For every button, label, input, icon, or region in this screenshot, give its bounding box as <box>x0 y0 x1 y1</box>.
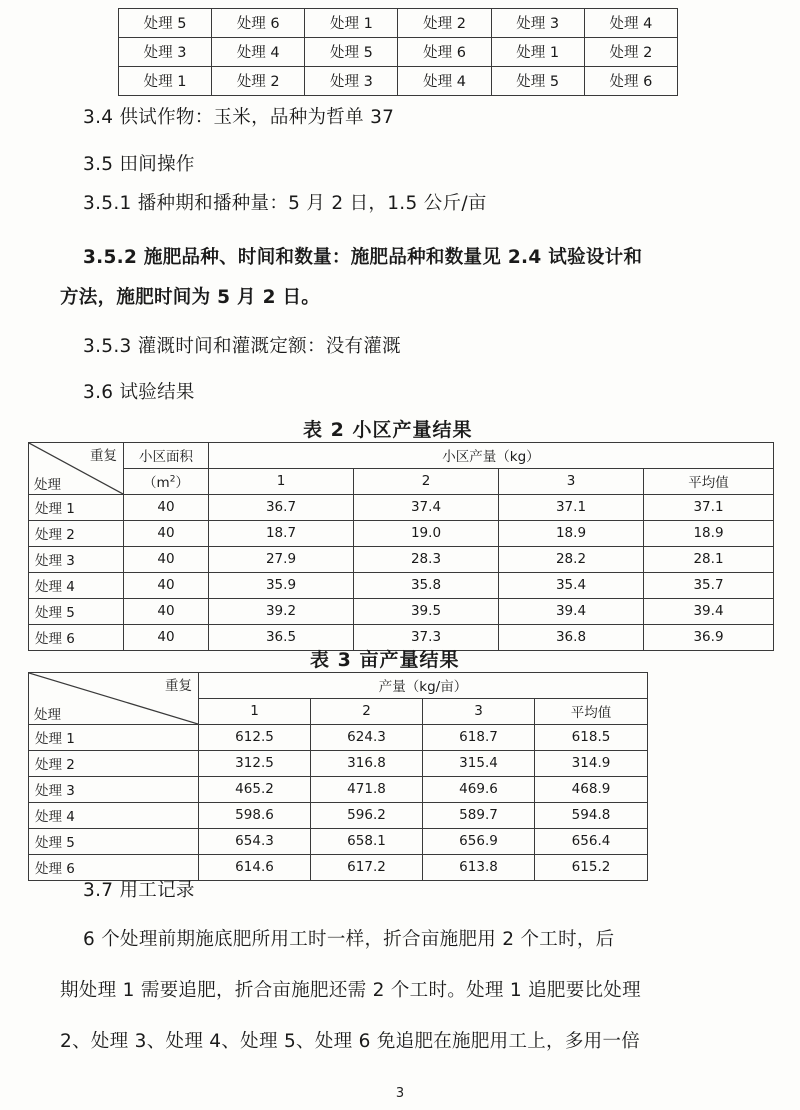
table-cell: 处理 5 <box>119 9 212 38</box>
table-cell: 处理 4 <box>584 9 677 38</box>
table3-row-value-3: 618.7 <box>423 725 535 751</box>
table3-row-mean: 618.5 <box>535 725 648 751</box>
table2-row-value-3: 18.9 <box>499 521 644 547</box>
table3-group-header: 产量（kg/亩） <box>199 673 648 699</box>
table-cell: 处理 4 <box>212 38 305 67</box>
table2-row-treatment: 处理 4 <box>29 573 124 599</box>
table2-corner-bottom-left: 处理 <box>34 477 61 493</box>
table3-row-treatment: 处理 2 <box>29 751 199 777</box>
table2-row-treatment: 处理 3 <box>29 547 124 573</box>
table2-row-mean: 28.1 <box>644 547 774 573</box>
table3-row-value-2: 316.8 <box>311 751 423 777</box>
table2-sub-header-mean: 平均值 <box>644 469 774 495</box>
paragraph-3-7-line2: 期处理 1 需要追肥，折合亩施肥还需 2 个工时。处理 1 追肥要比处理 <box>60 980 641 1001</box>
table3-row-mean: 615.2 <box>535 855 648 881</box>
table2-row-mean: 18.9 <box>644 521 774 547</box>
table2-row-treatment: 处理 2 <box>29 521 124 547</box>
table-cell: 处理 1 <box>491 38 584 67</box>
table2 <box>28 442 774 651</box>
table3-row-value-2: 596.2 <box>311 803 423 829</box>
table-cell: 处理 3 <box>491 9 584 38</box>
table2-row-mean: 37.1 <box>644 495 774 521</box>
table2-sub-header-1: 1 <box>209 469 354 495</box>
table2-row-value-1: 39.2 <box>209 599 354 625</box>
table2-sub-header-3: 3 <box>499 469 644 495</box>
paragraph-3-7-line3: 2、处理 3、处理 4、处理 5、处理 6 免追肥在施肥用工上，多用一倍 <box>60 1031 641 1052</box>
table-cell: 处理 3 <box>119 38 212 67</box>
table2-row-value-3: 28.2 <box>499 547 644 573</box>
table2-row-treatment: 处理 1 <box>29 495 124 521</box>
table2-row-value-1: 36.5 <box>209 625 354 651</box>
table3-sub-header-1: 1 <box>199 699 311 725</box>
paragraph-3-5-2-line1: 3.5.2 施肥品种、时间和数量：施肥品种和数量见 2.4 试验设计和 <box>83 247 643 268</box>
table-cell: 处理 1 <box>119 67 212 96</box>
paragraph-3-7: 3.7 用工记录 <box>83 880 195 901</box>
table2-row-value-2: 35.8 <box>354 573 499 599</box>
table-cell: 处理 1 <box>305 9 398 38</box>
table3-sub-header-3: 3 <box>423 699 535 725</box>
table2-row-value-2: 39.5 <box>354 599 499 625</box>
table3-corner-top-right: 重复 <box>165 678 192 694</box>
table3-caption: 表 3 亩产量结果 <box>310 649 460 671</box>
paragraph-3-6: 3.6 试验结果 <box>83 382 195 403</box>
table2-row-treatment: 处理 5 <box>29 599 124 625</box>
table2-row-value-2: 28.3 <box>354 547 499 573</box>
table2-row-area: 40 <box>124 495 209 521</box>
page-number: 3 <box>395 1086 405 1101</box>
table-row <box>29 803 648 829</box>
table3-row-mean: 656.4 <box>535 829 648 855</box>
table2-row-treatment: 处理 6 <box>29 625 124 651</box>
table2-row-value-2: 37.3 <box>354 625 499 651</box>
table3-row-treatment: 处理 5 <box>29 829 199 855</box>
table2-area-unit-label: （m <box>143 475 170 491</box>
table3-row-value-3: 589.7 <box>423 803 535 829</box>
table-cell: 处理 3 <box>305 67 398 96</box>
table3-row-treatment: 处理 3 <box>29 777 199 803</box>
table2-area-header-label: 小区面积 <box>139 449 193 465</box>
table3-corner-bottom-left: 处理 <box>34 707 61 723</box>
table2-row-value-2: 37.4 <box>354 495 499 521</box>
paragraph-3-5: 3.5 田间操作 <box>83 154 195 175</box>
table2-header-row-2 <box>29 469 774 495</box>
table3-row-value-1: 465.2 <box>199 777 311 803</box>
table2-area-header <box>124 443 209 469</box>
table3-row-mean: 314.9 <box>535 751 648 777</box>
table3-row-value-3: 315.4 <box>423 751 535 777</box>
table3-row-value-3: 469.6 <box>423 777 535 803</box>
table-cell: 处理 6 <box>212 9 305 38</box>
table2-row-area: 40 <box>124 599 209 625</box>
table3-row-value-1: 614.6 <box>199 855 311 881</box>
table3-row-value-2: 658.1 <box>311 829 423 855</box>
table2-row-mean: 39.4 <box>644 599 774 625</box>
table-cell: 处理 5 <box>305 38 398 67</box>
table-row <box>29 573 774 599</box>
table2-row-value-3: 37.1 <box>499 495 644 521</box>
table3-row-value-1: 612.5 <box>199 725 311 751</box>
table-row <box>29 829 648 855</box>
table-cell: 处理 5 <box>491 67 584 96</box>
table2-sub-header-2: 2 <box>354 469 499 495</box>
table3-row-mean: 468.9 <box>535 777 648 803</box>
table2-row-area: 40 <box>124 521 209 547</box>
table-row <box>119 9 678 38</box>
table-row <box>29 599 774 625</box>
table2-row-value-3: 36.8 <box>499 625 644 651</box>
table2-row-mean: 35.7 <box>644 573 774 599</box>
table-row <box>119 67 678 96</box>
table-cell: 处理 2 <box>584 38 677 67</box>
table3-row-treatment: 处理 6 <box>29 855 199 881</box>
table2-grid <box>28 442 774 651</box>
randomization-grid <box>118 8 678 96</box>
table3-row-value-1: 312.5 <box>199 751 311 777</box>
table3-sub-header-mean: 平均值 <box>535 699 648 725</box>
table3-row-mean: 594.8 <box>535 803 648 829</box>
table-row <box>29 777 648 803</box>
table3-row-value-1: 598.6 <box>199 803 311 829</box>
paragraph-3-4: 3.4 供试作物：玉米，品种为哲单 37 <box>83 107 395 128</box>
table2-row-value-1: 18.7 <box>209 521 354 547</box>
table2-area-unit-close: ） <box>175 475 189 491</box>
table2-corner-cell <box>29 443 124 495</box>
table2-area-unit-sup: 2 <box>169 474 176 485</box>
paragraph-3-7-line1: 6 个处理前期施底肥所用工时一样，折合亩施肥用 2 个工时，后 <box>83 929 615 950</box>
paragraph-3-5-2-line2: 方法，施肥时间为 5 月 2 日。 <box>60 287 321 308</box>
table3-row-value-3: 613.8 <box>423 855 535 881</box>
table2-row-value-1: 35.9 <box>209 573 354 599</box>
table-cell: 处理 2 <box>398 9 491 38</box>
table-row <box>29 547 774 573</box>
randomization-table <box>118 8 678 96</box>
table2-row-value-3: 35.4 <box>499 573 644 599</box>
table-cell: 处理 4 <box>398 67 491 96</box>
table3-grid <box>28 672 648 881</box>
table3-row-treatment: 处理 1 <box>29 725 199 751</box>
table-row <box>29 495 774 521</box>
table2-row-value-1: 27.9 <box>209 547 354 573</box>
paragraph-3-5-1: 3.5.1 播种期和播种量：5 月 2 日，1.5 公斤/亩 <box>83 193 487 214</box>
table2-area-unit <box>124 469 209 495</box>
table2-row-value-1: 36.7 <box>209 495 354 521</box>
table2-row-area: 40 <box>124 547 209 573</box>
table3-header-row-1 <box>29 673 648 699</box>
table3-row-value-2: 617.2 <box>311 855 423 881</box>
table2-row-value-2: 19.0 <box>354 521 499 547</box>
table2-header-row-1 <box>29 443 774 469</box>
table3-row-value-3: 656.9 <box>423 829 535 855</box>
table-cell: 处理 6 <box>398 38 491 67</box>
table-row <box>29 751 648 777</box>
table2-caption: 表 2 小区产量结果 <box>303 419 473 441</box>
table-row <box>119 38 678 67</box>
table2-row-area: 40 <box>124 625 209 651</box>
table-row <box>29 725 648 751</box>
table-cell: 处理 2 <box>212 67 305 96</box>
table-row <box>29 521 774 547</box>
paragraph-3-5-3: 3.5.3 灌溉时间和灌溉定额：没有灌溉 <box>83 336 401 357</box>
table-cell: 处理 6 <box>584 67 677 96</box>
table2-group-header: 小区产量（kg） <box>209 443 774 469</box>
table3 <box>28 672 648 881</box>
table3-row-treatment: 处理 4 <box>29 803 199 829</box>
table2-row-area: 40 <box>124 573 209 599</box>
table2-row-value-3: 39.4 <box>499 599 644 625</box>
table3-row-value-2: 624.3 <box>311 725 423 751</box>
table3-row-value-2: 471.8 <box>311 777 423 803</box>
table3-sub-header-2: 2 <box>311 699 423 725</box>
table2-corner-top-right: 重复 <box>90 448 117 464</box>
table2-row-mean: 36.9 <box>644 625 774 651</box>
table3-row-value-1: 654.3 <box>199 829 311 855</box>
table3-corner-cell <box>29 673 199 725</box>
